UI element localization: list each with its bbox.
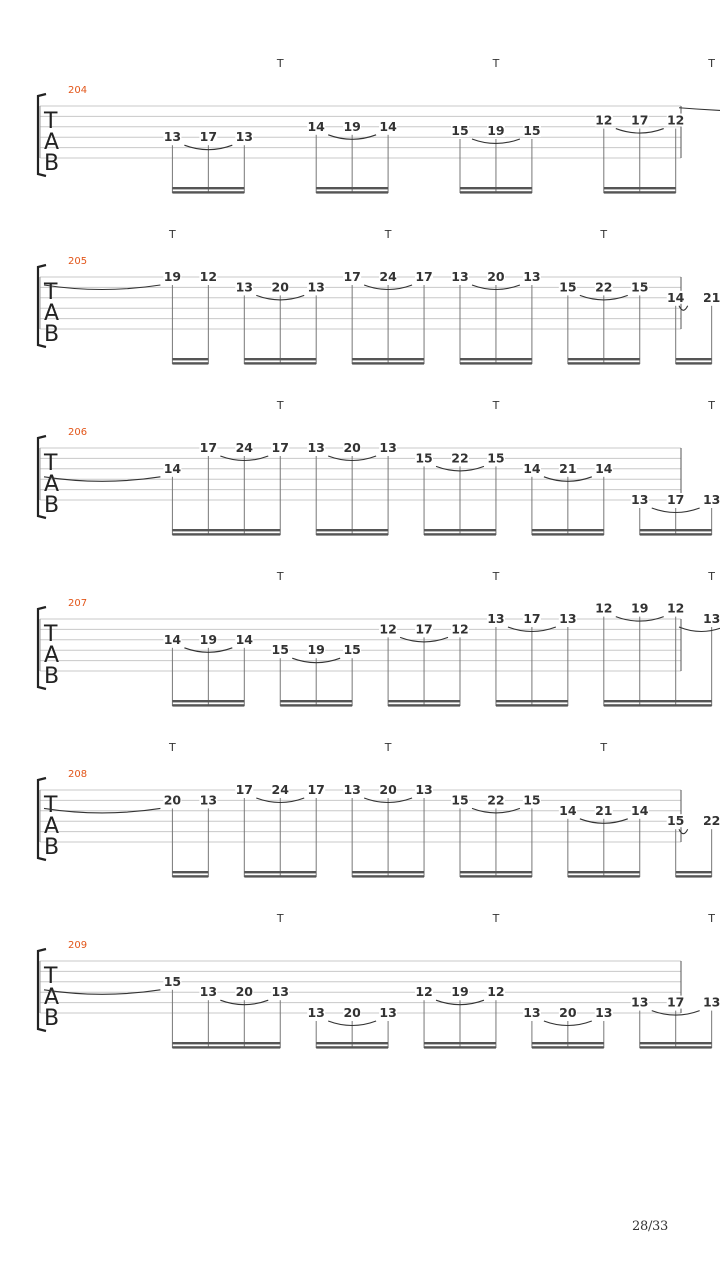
tab-clef-letter: A: [44, 985, 60, 1010]
beam: [388, 700, 460, 702]
beam: [568, 362, 640, 364]
fret-number: 22: [702, 813, 720, 829]
beam: [172, 871, 208, 873]
tab-clef-letter: B: [44, 322, 60, 347]
beam: [172, 362, 208, 364]
fret-number: 12: [199, 269, 218, 284]
fret-number: 17: [631, 112, 649, 128]
fret-number: 12: [487, 984, 505, 1000]
fret-number: 17: [307, 782, 325, 797]
beam: [640, 529, 712, 531]
fret-number: 24: [235, 440, 254, 455]
fret-number: 17: [523, 611, 541, 626]
fret-number: 13: [379, 440, 397, 455]
fret-number: 19: [163, 269, 182, 284]
beam: [676, 875, 712, 877]
fret-number: 20: [487, 269, 505, 284]
beam: [460, 875, 532, 877]
fret-number: 12: [451, 621, 469, 637]
beam: [316, 187, 388, 189]
fret-number: 22: [487, 792, 505, 808]
beam: [640, 1042, 712, 1044]
beam: [280, 700, 352, 702]
tap-marker: T: [169, 741, 176, 754]
beam: [172, 358, 208, 360]
beam: [496, 704, 568, 706]
tap-marker: T: [708, 912, 716, 925]
fret-number: 20: [343, 1005, 361, 1020]
fret-number: 12: [666, 112, 685, 128]
fret-number: 17: [271, 440, 289, 455]
tie-arc: [679, 108, 720, 113]
page-number: 28/33: [632, 1219, 668, 1234]
beam: [532, 1042, 604, 1044]
tab-clef-letter: T: [44, 280, 58, 305]
tap-marker: T: [708, 57, 716, 70]
fret-number: 22: [595, 279, 613, 295]
beam: [172, 1046, 280, 1048]
measure-number: 209: [68, 940, 88, 951]
beam: [316, 191, 388, 193]
fret-number: 14: [595, 460, 613, 476]
tab-clef-letter: T: [44, 622, 58, 647]
fret-number: 19: [307, 642, 325, 658]
tab-clef-letter: A: [44, 130, 60, 155]
fret-number: 13: [523, 269, 541, 284]
fret-number: 17: [199, 440, 218, 455]
tap-marker: T: [492, 399, 500, 412]
fret-number: 13: [415, 782, 433, 797]
tab-clef-letter: T: [44, 109, 58, 134]
beam: [172, 875, 208, 877]
beam: [388, 704, 460, 706]
fret-number: 13: [307, 1005, 325, 1020]
tab-system: [38, 570, 720, 707]
measure-number: 204: [68, 85, 88, 96]
tab-system: [38, 228, 720, 365]
fret-number: 13: [451, 269, 469, 284]
tap-marker: T: [276, 57, 284, 70]
tab-clef-letter: B: [44, 664, 60, 689]
fret-number: 13: [702, 492, 720, 507]
fret-number: 22: [451, 450, 469, 466]
tap-marker: T: [708, 399, 716, 412]
fret-number: 13: [307, 279, 325, 295]
measure-number: 206: [68, 427, 88, 438]
tap-marker: T: [384, 228, 392, 241]
fret-number: 17: [666, 492, 685, 507]
beam: [424, 1042, 496, 1044]
fret-number: 21: [559, 460, 577, 476]
tab-clef-letter: A: [44, 814, 60, 839]
tap-marker: T: [492, 912, 500, 925]
fret-number: 17: [666, 994, 685, 1010]
beam: [568, 871, 640, 873]
tab-clef-letter: A: [44, 643, 60, 668]
beam: [568, 875, 640, 877]
fret-number: 17: [415, 269, 433, 284]
fret-number: 14: [307, 118, 325, 134]
fret-number: 17: [415, 621, 433, 637]
fret-number: 13: [271, 984, 289, 1000]
beam: [244, 362, 316, 364]
fret-number: 20: [559, 1005, 577, 1020]
beam: [604, 187, 676, 189]
fret-number: 15: [271, 642, 289, 658]
beam: [352, 875, 424, 877]
tie-arc: [679, 829, 688, 834]
beam: [424, 529, 496, 531]
tab-clef-letter: B: [44, 493, 60, 518]
fret-number: 13: [523, 1005, 541, 1020]
fret-number: 13: [235, 129, 254, 145]
fret-number: 24: [379, 269, 397, 284]
fret-number: 15: [343, 642, 361, 658]
fret-number: 15: [666, 813, 685, 829]
fret-number: 17: [199, 129, 218, 145]
beam: [172, 529, 280, 531]
beam: [244, 871, 316, 873]
fret-number: 17: [235, 782, 254, 797]
beam: [532, 533, 604, 535]
tap-marker: T: [492, 57, 500, 70]
tap-marker: T: [384, 741, 392, 754]
beam: [316, 529, 388, 531]
fret-number: 13: [631, 994, 649, 1010]
fret-number: 14: [163, 460, 182, 476]
beam: [460, 358, 532, 360]
fret-number: 20: [163, 792, 182, 808]
fret-number: 13: [702, 994, 720, 1010]
beam: [496, 700, 568, 702]
beam: [172, 700, 244, 702]
tap-marker: T: [276, 912, 284, 925]
fret-number: 20: [343, 440, 361, 455]
beam: [676, 871, 712, 873]
beam: [640, 533, 712, 535]
beam: [172, 704, 244, 706]
fret-number: 15: [415, 450, 433, 466]
fret-number: 12: [415, 984, 433, 1000]
beam: [172, 191, 244, 193]
fret-number: 13: [487, 611, 505, 626]
fret-number: 12: [666, 600, 685, 616]
fret-number: 15: [523, 122, 541, 138]
tie-arc: [679, 306, 688, 311]
measure-number: 208: [68, 769, 88, 780]
fret-number: 15: [451, 792, 469, 808]
measure-number: 207: [68, 598, 88, 609]
fret-number: 12: [595, 600, 613, 616]
tap-marker: T: [600, 741, 608, 754]
fret-number: 21: [595, 802, 613, 818]
fret-number: 13: [559, 611, 577, 626]
beam: [460, 191, 532, 193]
tap-marker: T: [169, 228, 176, 241]
beam: [568, 358, 640, 360]
fret-number: 20: [235, 984, 254, 1000]
tap-marker: T: [276, 570, 284, 583]
fret-number: 15: [523, 792, 541, 808]
fret-number: 19: [451, 984, 469, 1000]
fret-number: 13: [199, 792, 218, 808]
fret-number: 15: [487, 450, 505, 466]
beam: [532, 529, 604, 531]
beam: [460, 362, 532, 364]
fret-number: 19: [199, 631, 218, 647]
fret-number: 12: [379, 621, 397, 637]
beam: [244, 875, 316, 877]
fret-number: 12: [595, 112, 613, 128]
fret-number: 19: [631, 600, 649, 616]
beam: [352, 871, 424, 873]
beam: [316, 1046, 388, 1048]
fret-number: 21: [702, 289, 720, 305]
tab-clef-letter: T: [44, 451, 58, 476]
fret-number: 19: [343, 118, 361, 134]
fret-number: 13: [235, 279, 254, 295]
beam: [316, 533, 388, 535]
fret-number: 13: [631, 492, 649, 507]
fret-number: 15: [451, 122, 469, 138]
fret-number: 13: [163, 129, 182, 145]
fret-number: 14: [163, 631, 182, 647]
beam: [424, 1046, 496, 1048]
beam: [244, 358, 316, 360]
fret-number: 14: [379, 118, 397, 134]
fret-number: 13: [199, 984, 218, 1000]
fret-number: 14: [666, 289, 685, 305]
fret-number: 13: [595, 1005, 613, 1020]
tab-clef-letter: A: [44, 472, 60, 497]
beam: [352, 362, 424, 364]
fret-number: 14: [559, 802, 577, 818]
fret-number: 15: [163, 973, 182, 989]
fret-number: 14: [523, 460, 541, 476]
beam: [604, 704, 712, 706]
fret-number: 13: [307, 440, 325, 455]
beam: [604, 700, 712, 702]
beam: [460, 187, 532, 189]
tab-clef-letter: T: [44, 793, 58, 818]
tab-system: [38, 57, 720, 194]
beam: [352, 358, 424, 360]
fret-number: 17: [343, 269, 361, 284]
beam: [172, 533, 280, 535]
beam: [604, 191, 676, 193]
tab-system: [38, 741, 720, 878]
fret-number: 13: [343, 782, 361, 797]
fret-number: 13: [379, 1005, 397, 1020]
beam: [676, 362, 712, 364]
beam: [316, 1042, 388, 1044]
fret-number: 20: [379, 782, 397, 797]
fret-number: 20: [271, 279, 289, 295]
beam: [640, 1046, 712, 1048]
tap-marker: T: [492, 570, 500, 583]
tab-clef-letter: B: [44, 151, 60, 176]
beam: [172, 1042, 280, 1044]
tab-system: [38, 399, 720, 536]
fret-number: 14: [235, 631, 254, 647]
measure-number: 205: [68, 256, 88, 267]
fret-number: 24: [271, 782, 289, 797]
beam: [532, 1046, 604, 1048]
fret-number: 15: [559, 279, 577, 295]
tab-clef-letter: B: [44, 1006, 60, 1031]
tap-marker: T: [708, 570, 716, 583]
beam: [460, 871, 532, 873]
beam: [280, 704, 352, 706]
tab-system: [38, 912, 720, 1049]
beam: [676, 358, 712, 360]
fret-number: 19: [487, 122, 505, 138]
fret-number: 14: [631, 802, 649, 818]
fret-number: 13: [702, 611, 720, 626]
tap-marker: T: [276, 399, 284, 412]
fret-number: 15: [631, 279, 649, 295]
beam: [172, 187, 244, 189]
tap-marker: T: [600, 228, 608, 241]
beam: [424, 533, 496, 535]
tab-clef-letter: A: [44, 301, 60, 326]
tab-clef-letter: T: [44, 964, 58, 989]
tie-arc: [679, 627, 720, 632]
tab-clef-letter: B: [44, 835, 60, 860]
